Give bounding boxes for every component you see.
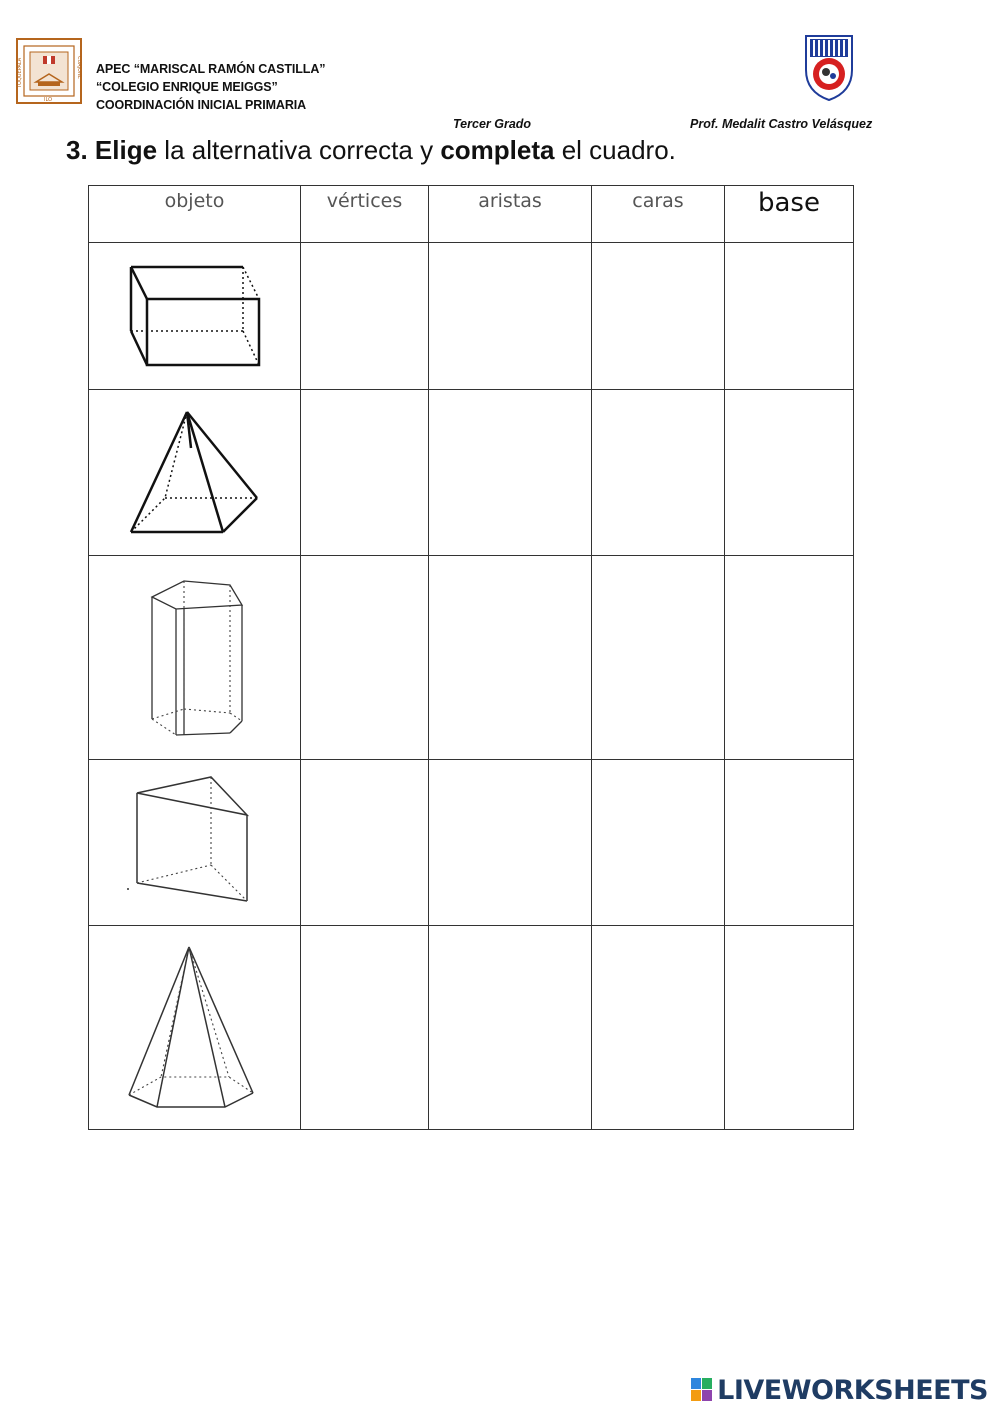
instruction-bold-2: completa bbox=[440, 135, 555, 165]
base-cell[interactable] bbox=[725, 390, 854, 556]
aristas-cell[interactable] bbox=[429, 760, 592, 926]
header-caras: caras bbox=[592, 186, 725, 243]
shape-cell bbox=[89, 243, 301, 390]
rectangular-prism-icon bbox=[125, 261, 265, 371]
base-input[interactable] bbox=[725, 459, 857, 487]
brand-text: LIVEWORKSHEETS bbox=[717, 1374, 988, 1406]
caras-cell[interactable] bbox=[592, 926, 725, 1130]
caras-cell[interactable] bbox=[592, 760, 725, 926]
header-base: base bbox=[725, 186, 854, 243]
hexagonal-pyramid-icon bbox=[125, 943, 265, 1113]
caras-input[interactable] bbox=[592, 302, 728, 330]
caras-cell[interactable] bbox=[592, 390, 725, 556]
base-input[interactable] bbox=[725, 644, 857, 672]
school-line-2: “COLEGIO ENRIQUE MEIGGS” bbox=[96, 80, 278, 94]
school-line-3: COORDINACIÓN INICIAL PRIMARIA bbox=[96, 98, 307, 112]
aristas-input[interactable] bbox=[429, 1014, 595, 1042]
vertices-input[interactable] bbox=[301, 459, 432, 487]
vertices-cell[interactable] bbox=[301, 390, 429, 556]
base-input[interactable] bbox=[725, 302, 857, 330]
table-header-row bbox=[89, 186, 854, 243]
caras-input[interactable] bbox=[592, 459, 728, 487]
caras-input[interactable] bbox=[592, 644, 728, 672]
svg-text:TOQUEPALA: TOQUEPALA bbox=[17, 57, 23, 88]
aristas-cell[interactable] bbox=[429, 390, 592, 556]
vertices-cell[interactable] bbox=[301, 243, 429, 390]
header-aristas: aristas bbox=[429, 186, 592, 243]
base-cell[interactable] bbox=[725, 243, 854, 390]
table-row bbox=[89, 243, 854, 390]
school-logo-left bbox=[16, 38, 82, 104]
grade-label: Tercer Grado bbox=[453, 117, 532, 131]
instruction-text-1: la alternativa correcta y bbox=[164, 135, 434, 165]
vertices-cell[interactable] bbox=[301, 926, 429, 1130]
table-row bbox=[89, 926, 854, 1130]
aristas-cell[interactable] bbox=[429, 556, 592, 760]
caras-cell[interactable] bbox=[592, 556, 725, 760]
base-cell[interactable] bbox=[725, 760, 854, 926]
table-row bbox=[89, 390, 854, 556]
shape-cell bbox=[89, 926, 301, 1130]
base-input[interactable] bbox=[725, 1014, 857, 1042]
shapes-table bbox=[88, 185, 854, 1130]
instruction-text-2: el cuadro. bbox=[561, 135, 676, 165]
aristas-input[interactable] bbox=[429, 644, 595, 672]
instruction-number: 3. bbox=[66, 135, 88, 165]
vertices-input[interactable] bbox=[301, 829, 432, 857]
vertices-input[interactable] bbox=[301, 302, 432, 330]
base-cell[interactable] bbox=[725, 926, 854, 1130]
base-cell[interactable] bbox=[725, 556, 854, 760]
svg-text:ILO: ILO bbox=[44, 97, 53, 103]
table-row bbox=[89, 556, 854, 760]
pentagonal-prism-icon bbox=[140, 575, 250, 740]
shape-cell bbox=[89, 390, 301, 556]
triangular-prism-icon bbox=[125, 773, 265, 913]
aristas-input[interactable] bbox=[429, 829, 595, 857]
caras-input[interactable] bbox=[592, 829, 728, 857]
table-row bbox=[89, 760, 854, 926]
caras-cell[interactable] bbox=[592, 243, 725, 390]
vertices-cell[interactable] bbox=[301, 556, 429, 760]
liveworksheets-logo-icon bbox=[691, 1378, 713, 1402]
base-input[interactable] bbox=[725, 829, 857, 857]
aristas-input[interactable] bbox=[429, 302, 595, 330]
square-pyramid-icon bbox=[125, 408, 265, 538]
aristas-input[interactable] bbox=[429, 459, 595, 487]
instruction bbox=[66, 135, 676, 166]
vertices-input[interactable] bbox=[301, 1014, 432, 1042]
header-vertices: vértices bbox=[301, 186, 429, 243]
vertices-cell[interactable] bbox=[301, 760, 429, 926]
school-logo-right bbox=[800, 30, 858, 102]
school-line-1: APEC “MARISCAL RAMÓN CASTILLA” bbox=[96, 62, 326, 76]
shape-cell bbox=[89, 556, 301, 760]
aristas-cell[interactable] bbox=[429, 243, 592, 390]
header-objeto: objeto bbox=[89, 186, 301, 243]
liveworksheets-brand bbox=[691, 1374, 988, 1406]
teacher-label: Prof. Medalit Castro Velásquez bbox=[690, 117, 873, 131]
vertices-input[interactable] bbox=[301, 644, 432, 672]
caras-input[interactable] bbox=[592, 1014, 728, 1042]
shape-cell bbox=[89, 760, 301, 926]
aristas-cell[interactable] bbox=[429, 926, 592, 1130]
svg-text:CUAJONE: CUAJONE bbox=[76, 56, 82, 79]
instruction-bold-1: Elige bbox=[94, 135, 158, 165]
